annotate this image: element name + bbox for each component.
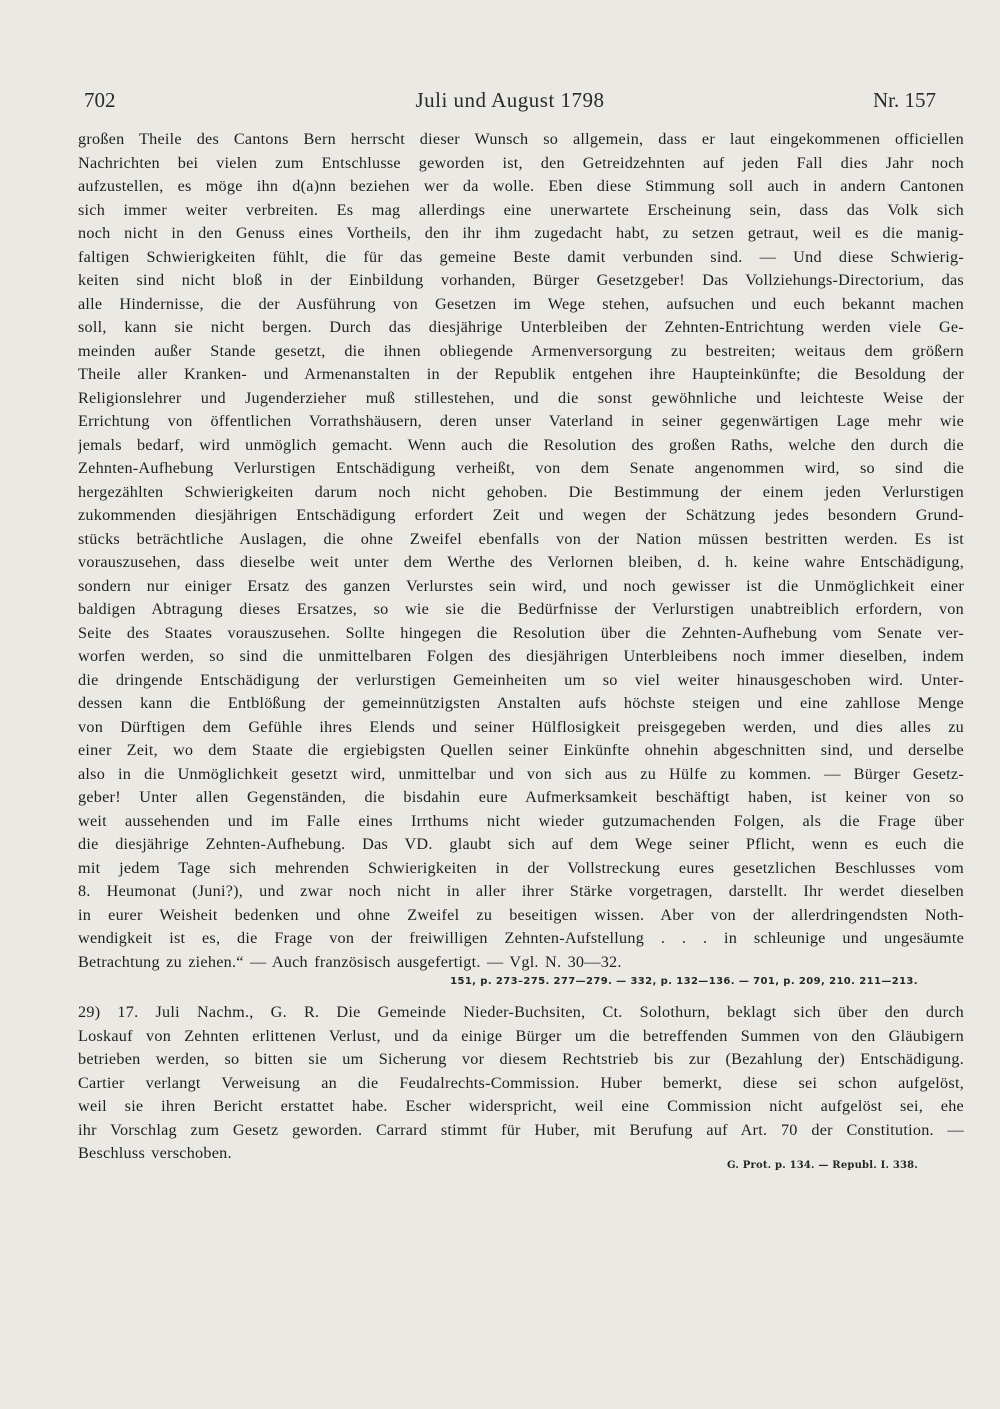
text-line: also in die Unmöglichkeit gesetzt wird, unmittelbar und von sich aus zu Hülfe zu kommen. — Bürger Gesetz- [78,764,964,783]
text-line: mit jedem Tage sich mehrenden Schwierigkeiten in der Vollstreckung eures gesetzlichen Beschlusses vom [78,858,964,877]
text-line: von Dürftigen dem Gefühle ihres Elends und seiner Hülflosigkeit preisgegeben werden, und dies alles zu [78,717,964,736]
text-line: 29) 17. Juli Nachm., G. R. Die Gemeinde Nieder-Buchsiten, Ct. Solothurn, beklagt sich über den durch [78,1003,964,1021]
text-line: noch nicht in den Genuss eines Vortheils, den ihr ihm zugedacht habt, zu setzen getraut, weil es die manig- [78,224,964,242]
text-line: Loskauf von Zehnten erlittenen Verlust, und da einige Bürger um die betreffenden Summen von den Gläubigern [78,1026,964,1045]
text-line: betrieben werden, so bitten sie um Sicherung vor diesem Rechtstrieb bis zur (Bezahlung der) Entschädigung. [78,1050,964,1068]
text-line: faltigen Schwierigkeiten fühlt, die für das gemeine Beste damit verbunden sind. — Und diese Schwierig- [78,247,964,266]
text-line: hergezählten Schwierigkeiten darum noch nicht gehoben. Die Bestimmung der einem jeden Verlurstigen [78,482,964,501]
text-line: Beschluss verschoben. [78,1144,232,1162]
text-line: keiten sind nicht bloß in der Einbildung vorhanden, Bürger Gesetzgeber! Das Vollziehungs-Directorium, das [78,271,964,289]
text-line: vorauszusehen, dass dieselbe weit unter dem Werthe des Verlornen bleiben, d. h. keine wahre Entschädigung, [78,553,964,571]
text-line: soll, kann sie nicht bergen. Durch das diesjährige Unterbleiben der Zehnten-Entrichtung werden viele Ge- [78,318,964,336]
text-line: aufzustellen, es möge ihn d(a)nn beziehen wer da wolle. Eben diese Stimmung soll auch in andern Cantonen [78,177,964,195]
text-line: sondern nur einiger Ersatz des ganzen Verlurstes sein wird, und noch gewisser ist die Unmöglichkeit einer [78,576,964,595]
source-reference: 151, p. 273–275. 277—279. — 332, p. 132—136. — 701, p. 209, 210. 211—213. [450,976,918,987]
protocol-reference: G. Prot. p. 134. — Republ. I. 338. [727,1160,918,1171]
page-number: 702 [84,88,116,112]
text-line: alle Hindernisse, die der Ausführung von Gesetzen im Wege stehen, aufsuchen und euch bekannt machen [78,294,964,313]
text-line: stücks beträchtliche Auslagen, die ohne Zweifel ebenfalls von der Nation müssen bestritten werden. Es ist [78,529,964,548]
text-line: Errichtung von öffentlichen Vorrathshäusern, deren unser Vaterland in seiner gegenwärtigen Lage mehr wie [78,412,964,430]
running-header [84,88,936,118]
text-line: baldigen Abtragung dieses Ersatzes, so wie sie die Bedürfnisse der Verlurstigen unabtreiblich erfordern, von [78,600,964,618]
text-line: Seite des Staates vorauszusehen. Sollte hingegen die Resolution über die Zehnten-Aufhebung vom Senate ver- [78,623,964,642]
text-line: weit aussehenden und im Falle eines Irrthums nicht wieder gutzumachenden Folgen, als die Frage über [78,811,964,830]
text-line: wendigkeit ist es, die Frage von der freiwilligen Zehnten-Aufstellung . . . in schleunige und ungesäumte [78,929,964,947]
text-line: geber! Unter allen Gegenständen, die bisdahin eure Aufmerksamkeit beschäftigt haben, ist keiner von so [78,788,964,806]
entry-29 [78,1001,964,1166]
text-line: 8. Heumonat (Juni?), und zwar noch nicht in aller ihrer Stärke vorgetragen, darstellt. Ihr werdet dieselben [78,882,964,900]
text-line: Religionslehrer und Jugenderzieher muß stillestehen, und die sonst gewöhnliche und leichteste Weise der [78,388,964,407]
document-number: Nr. 157 [873,88,936,112]
text-line: zukommenden diesjährigen Entschädigung erfordert Zeit und wegen der Schätzung jedes besondern Grund- [78,506,964,524]
text-line: jemals bedarf, wird unmöglich gemacht. Wenn auch die Resolution des großen Raths, welche den durch die [78,435,964,454]
text-line: großen Theile des Cantons Bern herrscht dieser Wunsch so allgemein, dass er laut eingekommenen officiellen [78,130,964,148]
text-line: dessen kann die Entblößung der gemeinnützigsten Anstalten aufs höchste steigen und eine zahllose Menge [78,694,964,712]
text-line: Betrachtung zu ziehen.“ — Auch französisch ausgefertigt. — Vgl. N. 30—32. [78,952,622,971]
text-line: in eurer Weisheit bedenken und ohne Zweifel zu beseitigen wissen. Aber von der allerdringendsten Noth- [78,905,964,924]
text-line: Nachrichten bei vielen zum Entschlusse geworden ist, den Getreidzehnten auf jeden Fall dies Jahr noch [78,153,964,172]
running-title: Juli und August 1798 [415,88,605,112]
text-line: weil sie ihren Bericht erstattet habe. Escher widerspricht, weil eine Commission nicht aufgelöst sei, ehe [78,1097,964,1115]
text-line: Zehnten-Aufhebung Verlurstigen Entschädigung verheißt, von dem Senate angenommen wird, so sind die [78,459,964,477]
text-line: die dringende Entschädigung der verlurstigen Gemeinheiten um so viel weiter hinausgeschoben wird. Unter- [78,670,964,689]
text-line: Cartier verlangt Verweisung an die Feudalrechts-Commission. Huber bemerkt, diese sei schon aufgelöst, [78,1073,964,1092]
text-line: ihr Vorschlag zum Gesetz geworden. Carrard stimmt für Huber, mit Berufung auf Art. 70 der Constitution. — [78,1120,964,1139]
text-line: worfen werden, so sind die unmittelbaren Folgen des diesjährigen Unterbleibens noch immer dieselben, indem [78,647,964,665]
main-text [78,128,964,974]
text-line: die diesjährige Zehnten-Aufhebung. Das VD. glaubt sich auf dem Wege seiner Pflicht, wenn es euch die [78,835,964,853]
text-line: sich immer weiter verbreiten. Es mag allerdings eine unerwartete Erscheinung sein, dass das Volk sich [78,200,964,219]
text-line: meinden außer Stande gesetzt, die ihnen obliegende Armenversorgung zu bestreiten; weitaus dem größern [78,341,964,360]
text-line: Theile aller Kranken- und Armenanstalten in der Republik entgehen ihre Haupteinkünfte; die Besoldung der [78,365,964,383]
text-line: einer Zeit, wo dem Staate die ergiebigsten Quellen seiner Einkünfte ohnehin abgeschnitten sind, und derselbe [78,741,964,759]
